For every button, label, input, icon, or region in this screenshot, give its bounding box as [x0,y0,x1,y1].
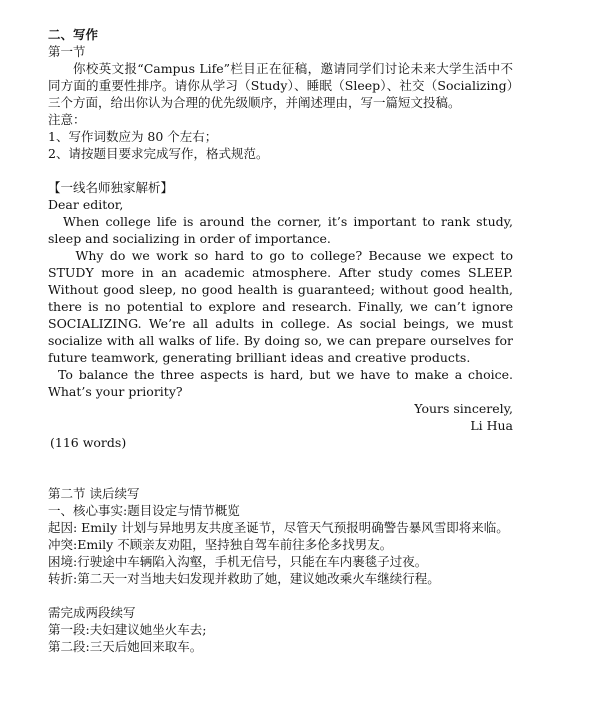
letter-paragraph: To balance the three aspects is hard, but we have to make a choice. What’s your priority? [48,367,513,399]
plot-item: 转折:第二天一对当地夫妇发现并救助了她，建议她改乘火车继续行程。 [48,571,440,586]
spacer [48,162,513,179]
letter-closing: Yours sincerely, [414,401,513,416]
notes-label: 注意： [48,112,86,127]
spacer [48,587,513,604]
letter-salutation: Dear editor, [48,197,124,212]
continuation-item: 第二段:三天后她回来取车。 [48,639,203,654]
facts-heading: 一、核心事实:题目设定与情节概览 [48,503,240,518]
plot-item: 冲突:Emily 不顾亲友劝阻，坚持独自驾车前往多伦多找男友。 [48,537,393,552]
spacer [48,451,513,485]
note-item: 2、请按题目要求完成写作，格式规范。 [48,146,269,161]
letter-signature: Li Hua [470,418,513,433]
plot-item: 起因: Emily 计划与异地男友共度圣诞节，尽管天气预报明确警告暴风雪即将来临。 [48,520,509,535]
writing-prompt: 你校英文报“Campus Life”栏目正在征稿，邀请同学们讨论未来大学生活中不同方面的重要性排序。请你从学习（Study）、睡眠（Sleep）、社交（Socializing）三个方面，给出你认为合理的优先级顺序，并阐述理由，写一篇短文投稿。 [48,61,513,110]
letter-paragraph: When college life is around the corner, it’s important to rank study, sleep and socializing in order of importance. [48,214,513,246]
letter-paragraph: Why do we work so hard to go to college? Because we expect to STUDY more in an academic atmosphere. After study comes SLEEP. Without good sleep, no good health is guaranteed; without good health, there is no potential to explore and research. Finally, we can’t ignore SOCIALIZING. We’re all adults in college. As social beings, we must socialize with all walks of life. By doing so, we can prepare ourselves for future teamwork, generating brilliant ideas and creative products. [48,248,513,365]
part2-heading: 第二节 读后续写 [48,486,140,501]
plot-item: 困境:行驶途中车辆陷入沟壑，手机无信号，只能在车内裹毯子过夜。 [48,554,428,569]
analysis-label: 【一线名师独家解析】 [48,180,174,195]
part1-heading: 第一节 [48,44,86,59]
section-title: 二、写作 [48,27,99,42]
document-page [48,26,513,655]
note-item: 1、写作词数应为 80 个左右； [48,129,218,144]
continuation-heading: 需完成两段续写 [48,605,136,620]
continuation-item: 第一段:夫妇建议她坐火车去; [48,622,207,637]
word-count: (116 words) [50,435,127,450]
